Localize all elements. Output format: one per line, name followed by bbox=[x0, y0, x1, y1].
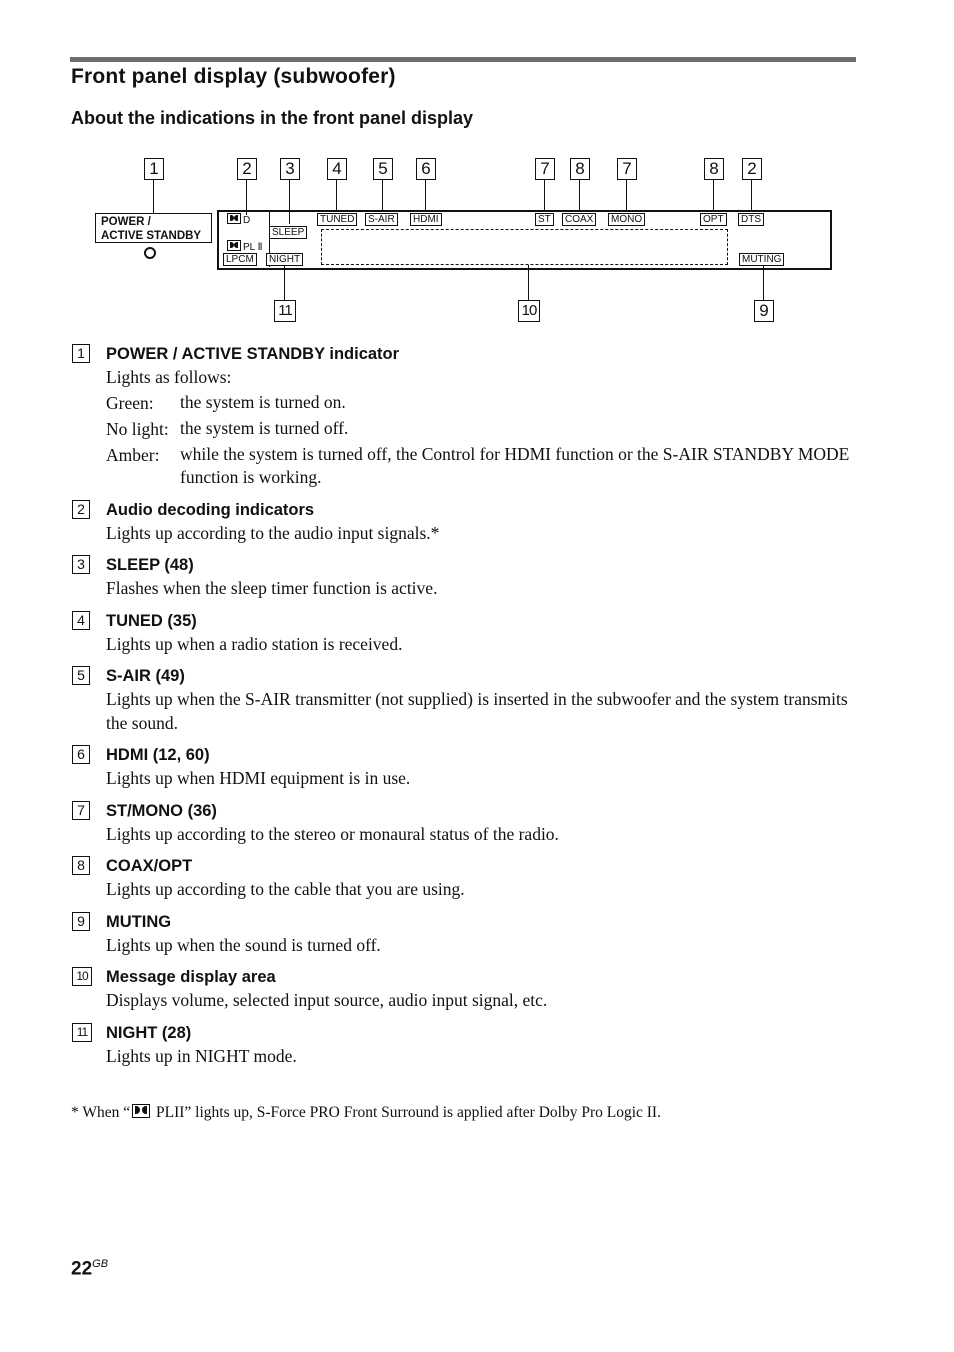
item-number: 3 bbox=[72, 555, 90, 574]
power-standby-label bbox=[95, 213, 212, 243]
dts-indicator: DTS bbox=[738, 213, 764, 226]
item-title: POWER / ACTIVE STANDBY indicator bbox=[106, 345, 400, 363]
list-item bbox=[71, 664, 861, 735]
page-number-suffix: GB bbox=[92, 1258, 109, 1270]
callout-11: 11 bbox=[274, 300, 296, 322]
callout-8b: 8 bbox=[704, 158, 724, 180]
item-title: MUTING bbox=[106, 912, 172, 931]
state-text: while the system is turned off, the Control for HDMI function or the S-AIR STANDBY MODE function is working. bbox=[180, 443, 850, 487]
mono-indicator: MONO bbox=[608, 213, 645, 226]
item-number: 6 bbox=[72, 745, 90, 764]
item-title: ST/MONO (36) bbox=[106, 801, 217, 820]
leader-line bbox=[579, 180, 580, 212]
item-title: HDMI (12, 60) bbox=[106, 746, 210, 764]
dolby-digital-indicator bbox=[225, 213, 250, 226]
list-item bbox=[71, 799, 861, 847]
item-title: NIGHT (28) bbox=[106, 1023, 192, 1042]
item-number: 5 bbox=[72, 666, 90, 685]
list-item bbox=[71, 498, 861, 546]
item-number: 1 bbox=[72, 344, 90, 363]
leader-line bbox=[284, 265, 285, 300]
list-item bbox=[71, 910, 861, 958]
item-number: 8 bbox=[72, 856, 90, 875]
dolby-logo-icon bbox=[132, 1104, 150, 1118]
item-number: 7 bbox=[72, 801, 90, 820]
callout-8: 8 bbox=[570, 158, 590, 180]
page-number-value: 22 bbox=[71, 1258, 93, 1280]
callout-4: 4 bbox=[327, 158, 347, 180]
callout-7: 7 bbox=[535, 158, 555, 180]
callout-3: 3 bbox=[280, 158, 300, 180]
top-rule bbox=[70, 57, 856, 62]
muting-indicator: MUTING bbox=[739, 253, 784, 266]
footnote-suffix: PLII” lights up, S-Force PRO Front Surround is applied after Dolby Pro Logic II. bbox=[152, 1104, 661, 1121]
leader-line bbox=[153, 180, 154, 213]
power-label-line2: ACTIVE STANDBY bbox=[101, 230, 202, 242]
opt-indicator: OPT bbox=[700, 213, 727, 226]
item-desc: Lights up in NIGHT mode. bbox=[106, 1045, 297, 1066]
list-item bbox=[71, 743, 861, 791]
state-key: Green: bbox=[106, 392, 154, 413]
item-desc: Lights up according to the cable that you are using. bbox=[106, 879, 465, 899]
item-number: 9 bbox=[72, 912, 90, 931]
item-desc: Lights up when the S-AIR transmitter (not supplied) is inserted in the subwoofer and the system transmits the sound. bbox=[106, 689, 848, 733]
state-row bbox=[106, 390, 861, 416]
night-indicator: NIGHT bbox=[266, 253, 303, 266]
leader-line bbox=[751, 180, 752, 212]
power-label-line1: POWER / bbox=[101, 216, 151, 228]
subsection-title: About the indications in the front panel display bbox=[71, 108, 474, 128]
item-desc: Lights up according to the stereo or monaural status of the radio. bbox=[106, 823, 559, 844]
list-item bbox=[71, 553, 861, 601]
footnote-prefix: * When “ bbox=[71, 1104, 131, 1121]
leader-line bbox=[713, 180, 714, 212]
list-item bbox=[71, 609, 861, 657]
item-desc: Lights up when the sound is turned off. bbox=[106, 934, 381, 955]
leader-line bbox=[544, 180, 545, 212]
leader-line bbox=[763, 265, 764, 300]
page-number bbox=[71, 1258, 108, 1280]
sair-indicator: S-AIR bbox=[365, 213, 398, 226]
footnote bbox=[71, 1104, 661, 1122]
item-number: 10 bbox=[72, 967, 92, 986]
item-number: 2 bbox=[72, 500, 90, 519]
item-desc: Lights up according to the audio input signals.* bbox=[106, 522, 440, 543]
item-number: 4 bbox=[72, 611, 90, 630]
item-desc: Flashes when the sleep timer function is active. bbox=[106, 578, 438, 598]
coax-indicator: COAX bbox=[562, 213, 596, 226]
item-desc: Lights up when a radio station is received. bbox=[106, 633, 403, 654]
item-title: Message display area bbox=[106, 968, 276, 986]
item-desc: Lights as follows: bbox=[106, 367, 232, 387]
callout-2: 2 bbox=[237, 158, 257, 180]
leader-line bbox=[425, 180, 426, 212]
power-led-icon bbox=[144, 247, 156, 259]
item-title: TUNED (35) bbox=[106, 611, 197, 630]
leader-line bbox=[528, 265, 529, 300]
item-desc: Displays volume, selected input source, audio input signal, etc. bbox=[106, 990, 548, 1010]
lpcm-indicator: LPCM bbox=[223, 253, 257, 266]
state-row bbox=[106, 442, 861, 490]
sleep-indicator: SLEEP bbox=[269, 226, 307, 239]
item-desc: Lights up when HDMI equipment is in use. bbox=[106, 768, 411, 788]
leader-line bbox=[626, 180, 627, 212]
callout-9: 9 bbox=[754, 300, 774, 322]
tuned-indicator: TUNED bbox=[317, 213, 357, 226]
pl2-indicator bbox=[225, 240, 263, 253]
list-item bbox=[71, 965, 861, 1013]
callout-5: 5 bbox=[373, 158, 393, 180]
item-title: S-AIR (49) bbox=[106, 667, 185, 685]
callout-10: 10 bbox=[518, 300, 540, 322]
leader-line bbox=[336, 180, 337, 212]
callout-6: 6 bbox=[416, 158, 436, 180]
callout-7b: 7 bbox=[617, 158, 637, 180]
pl2-text: PL Ⅱ bbox=[243, 242, 263, 253]
state-row bbox=[106, 416, 861, 442]
state-text: the system is turned off. bbox=[180, 417, 349, 438]
state-text: the system is turned on. bbox=[180, 391, 346, 412]
item-title: COAX/OPT bbox=[106, 857, 193, 875]
section-title: Front panel display (subwoofer) bbox=[71, 65, 396, 88]
state-key: Amber: bbox=[106, 444, 160, 465]
list-item bbox=[71, 1021, 861, 1069]
dolby-logo-icon bbox=[227, 240, 241, 251]
dolby-d-text: D bbox=[243, 215, 251, 226]
leader-line bbox=[382, 180, 383, 212]
item-number: 11 bbox=[72, 1023, 92, 1042]
hdmi-indicator: HDMI bbox=[410, 213, 442, 226]
callout-2b: 2 bbox=[742, 158, 762, 180]
callout-1: 1 bbox=[144, 158, 164, 180]
list-item bbox=[71, 854, 861, 902]
list-item bbox=[71, 342, 861, 490]
st-indicator: ST bbox=[535, 213, 554, 226]
item-title: SLEEP (48) bbox=[106, 556, 194, 574]
dolby-logo-icon bbox=[227, 213, 241, 224]
item-title: Audio decoding indicators bbox=[106, 500, 315, 519]
indicator-list bbox=[71, 342, 861, 1076]
state-key: No light: bbox=[106, 418, 169, 439]
message-display-area bbox=[321, 229, 728, 265]
